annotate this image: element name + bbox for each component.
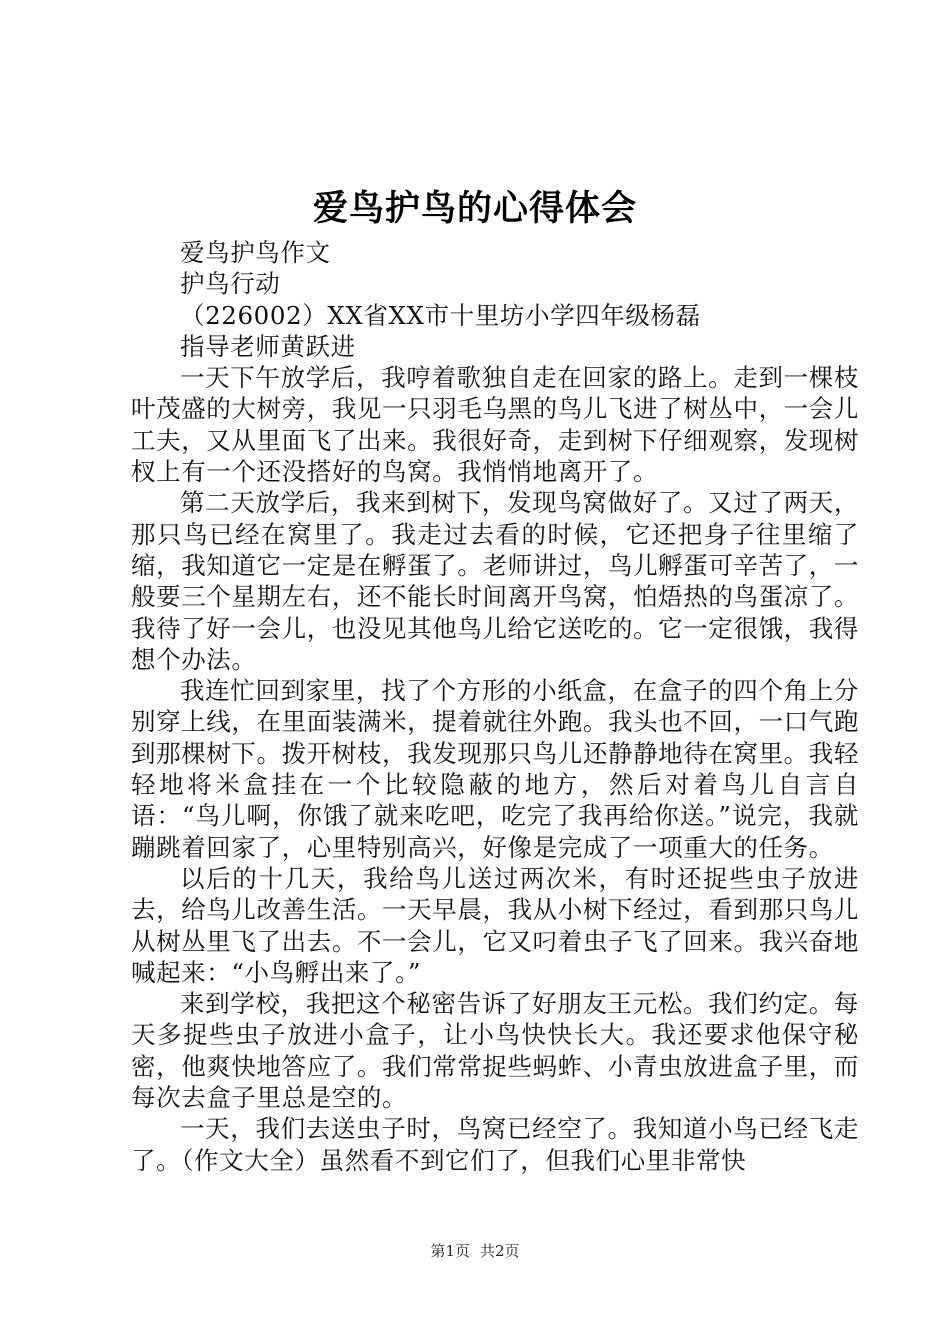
page-number-total: 共2页: [480, 1242, 520, 1260]
paragraph: 一天下午放学后，我哼着歌独自走在回家的路上。走到一棵枝叶茂盛的大树旁，我见一只羽毛乌黑的鸟儿飞进了树丛中，一会儿工夫，又从里面飞了出来。我很好奇，走到树下仔细观察，发现树杈上有一个还没搭好的鸟窝。我悄悄地离开了。: [131, 363, 859, 487]
paragraph: 来到学校，我把这个秘密告诉了好朋友王元松。我们约定。每天多捉些虫子放进小盒子，让小鸟快快长大。我还要求他保守秘密，他爽快地答应了。我们常常捉些蚂蚱、小青虫放进盒子里，而每次去盒子里总是空的。: [131, 989, 859, 1113]
paragraph: 第二天放学后，我来到树下，发现鸟窝做好了。又过了两天，那只鸟已经在窝里了。我走过去看的时候，它还把身子往里缩了缩，我知道它一定是在孵蛋了。老师讲过，鸟儿孵蛋可辛苦了，一般要三个星期左右，还不能长时间离开鸟窝，怕焐热的鸟蛋凉了。我待了好一会儿，也没见其他鸟儿给它送吃的。它一定很饿，我得想个办法。: [131, 488, 859, 674]
paragraph: 我连忙回到家里，找了个方形的小纸盒，在盒子的四个角上分别穿上线，在里面装满米，提着就往外跑。我头也不回，一口气跑到那棵树下。拨开树枝，我发现那只鸟儿还静静地待在窝里。我轻轻地将米盒挂在一个比较隐蔽的地方，然后对着鸟儿自言自语：“鸟儿啊，你饿了就来吃吧，吃完了我再给你送。”说完，我就蹦跳着回家了，心里特别高兴，好像是完成了一项重大的任务。: [131, 676, 859, 862]
paragraph: （226002）XX省XX市十里坊小学四年级杨磊: [180, 300, 701, 330]
document-body: [131, 237, 859, 1176]
paragraph: 一天，我们去送虫子时，鸟窝已经空了。我知道小鸟已经飞走了。（作文大全）虽然看不到它们了，但我们心里非常快: [131, 1114, 859, 1175]
page-number-current: 第1页: [430, 1242, 470, 1260]
page-footer: [0, 1240, 950, 1262]
paragraph: 爱鸟护鸟作文: [180, 238, 331, 267]
paragraph: 指导老师黄跃进: [180, 331, 356, 361]
document-title: 爱鸟护鸟的心得体会: [312, 188, 637, 229]
paragraph: 以后的十几天，我给鸟儿送过两次米，有时还捉些虫子放进去，给鸟儿改善生活。一天早晨，我从小树下经过，看到那只鸟儿从树丛里飞了出去。不一会儿，它又叼着虫子飞了回来。我兴奋地喊起来：“小鸟孵出来了。”: [131, 863, 859, 987]
paragraph: 护鸟行动: [180, 269, 281, 299]
